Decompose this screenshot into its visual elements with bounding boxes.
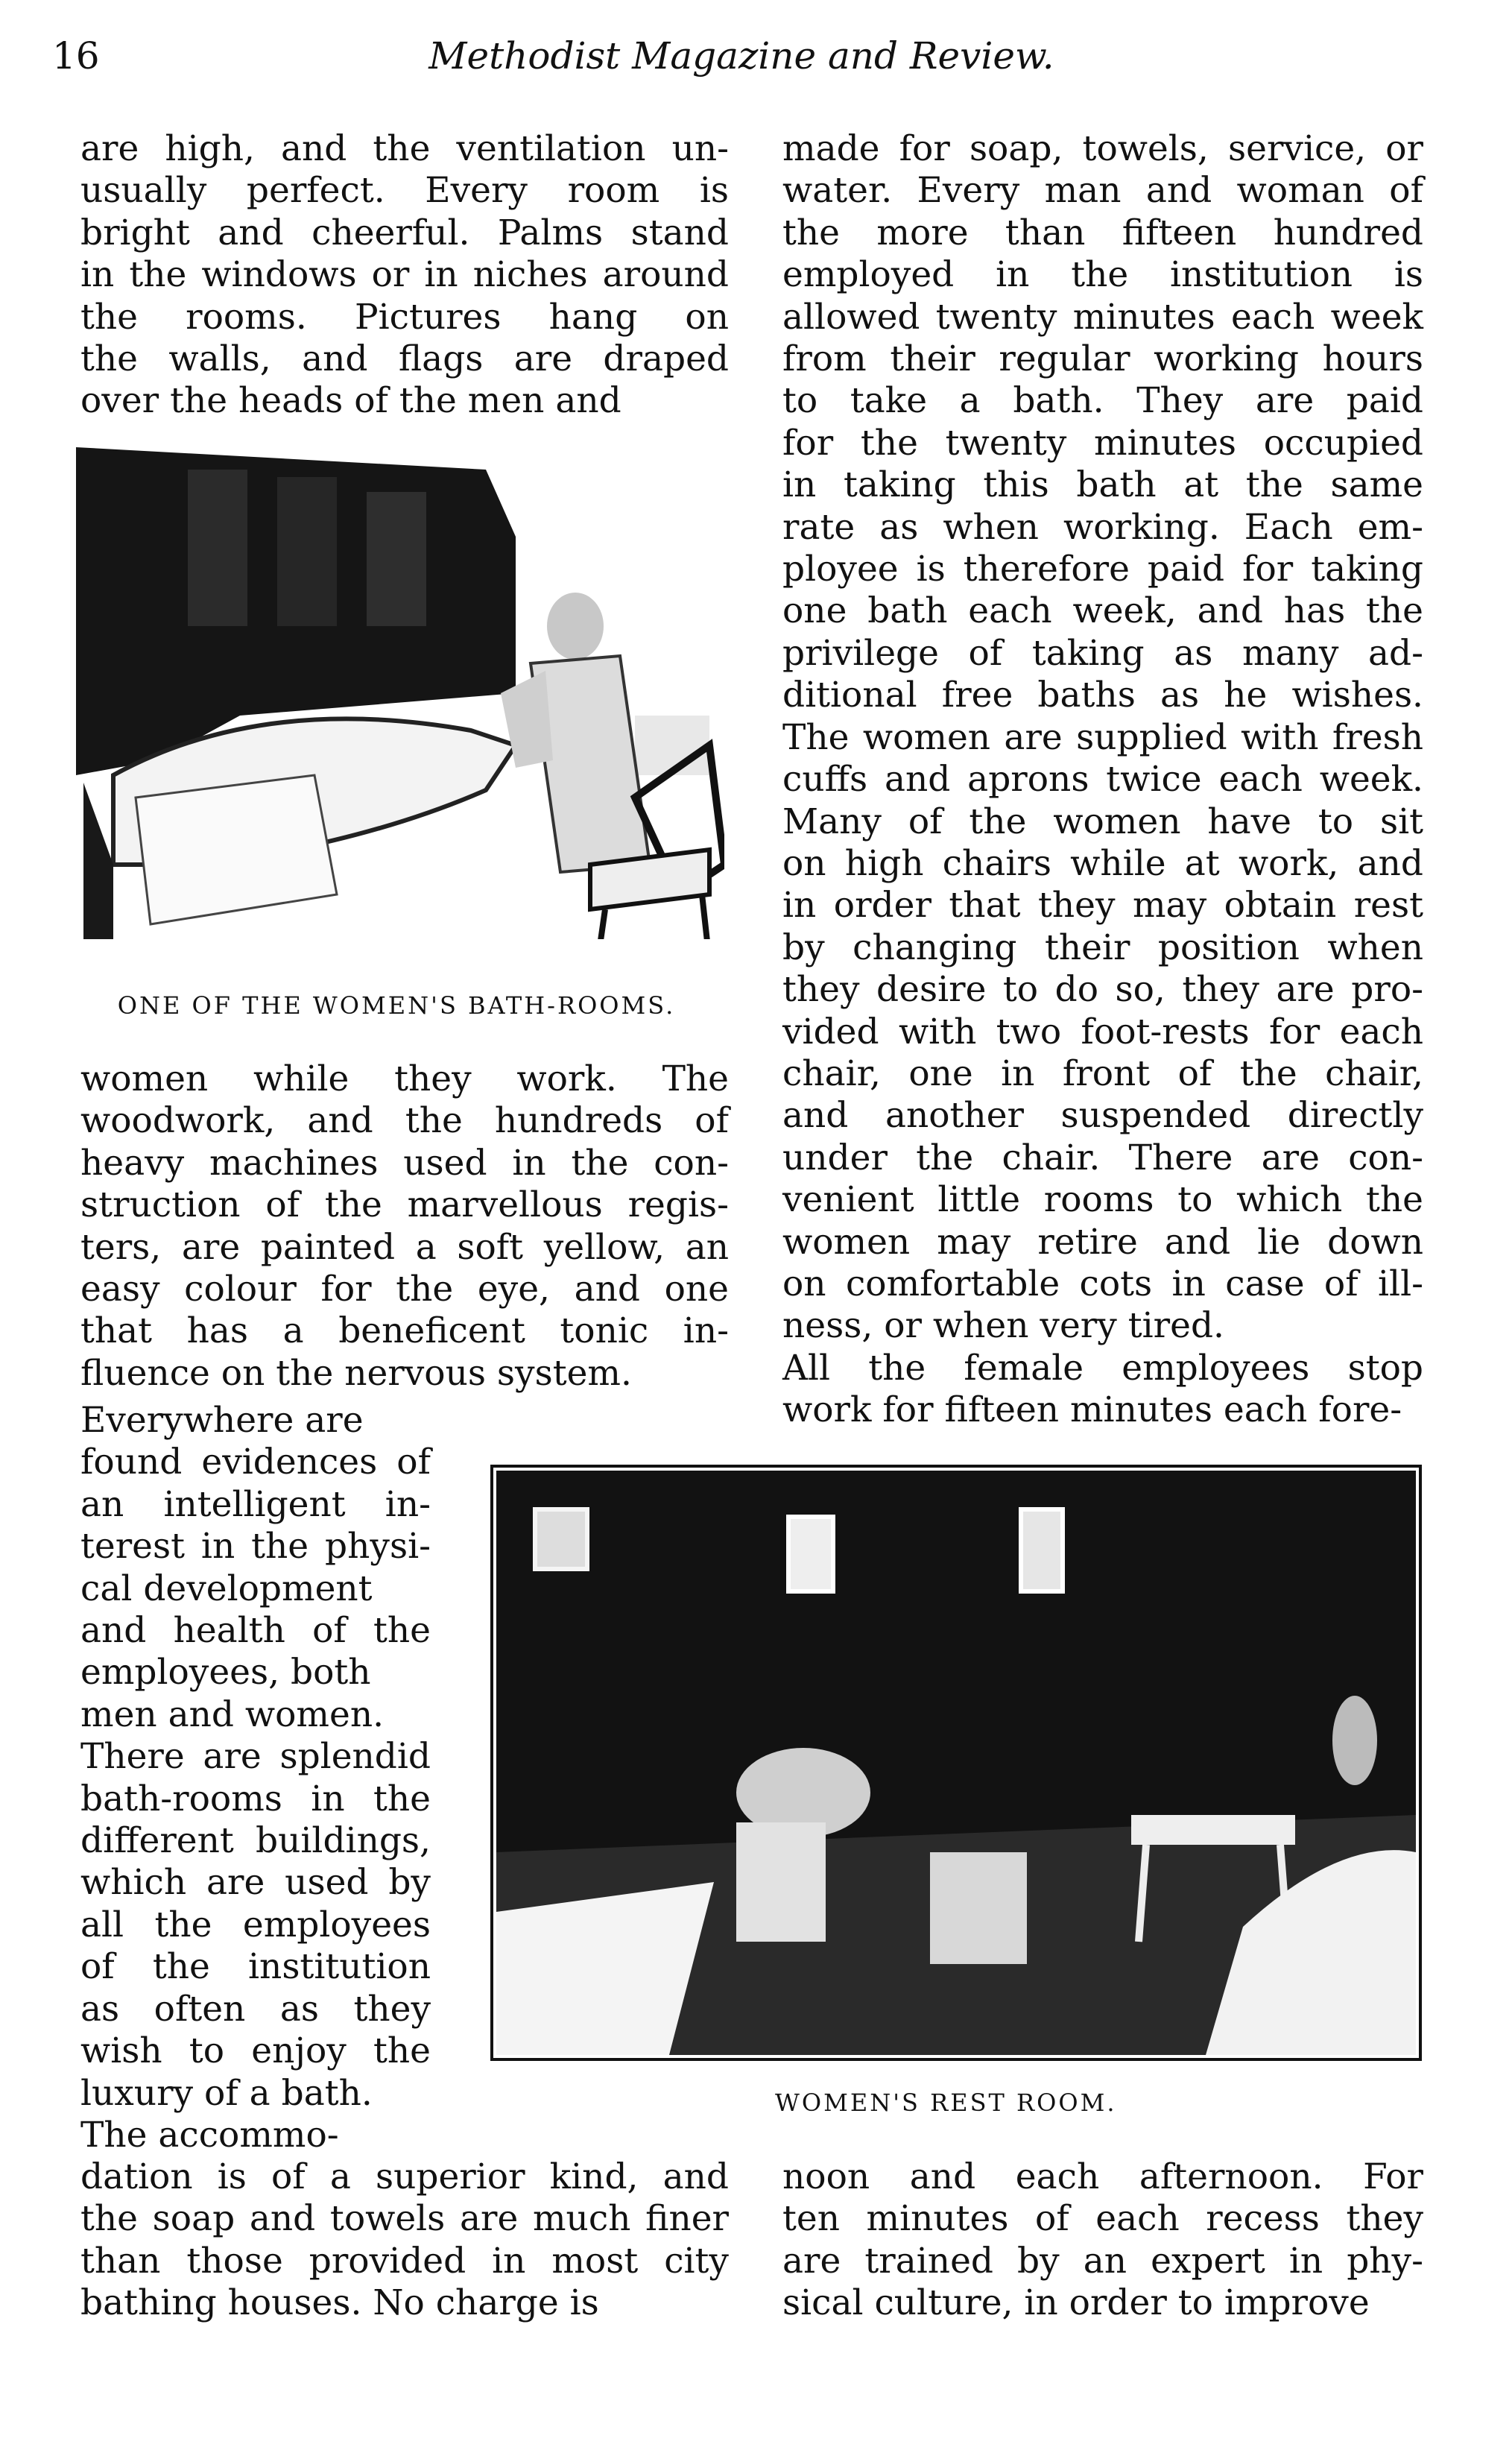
text-line: sical culture, in order to improve xyxy=(782,2282,1370,2324)
text-line: noon and each afternoon. For xyxy=(782,2156,1423,2197)
text-line: from their regular working hours xyxy=(782,338,1423,380)
text-line: vided with two foot-rests for each xyxy=(782,1011,1423,1052)
text-line: under the chair. There are con- xyxy=(782,1137,1423,1178)
text-line: rate as when working. Each em- xyxy=(782,506,1423,548)
left-column-bottom-text xyxy=(80,2156,729,2325)
text-line: terest in the physi- xyxy=(80,1526,431,1568)
text-line: in the windows or in niches around xyxy=(80,254,729,296)
text-line: allowed twenty minutes each week xyxy=(782,296,1423,338)
right-column-bottom-text xyxy=(782,2156,1423,2325)
text-line: to take a bath. They are paid xyxy=(782,380,1423,422)
text-line: bath-rooms in the xyxy=(80,1778,431,1819)
text-line: work for fifteen minutes each fore- xyxy=(782,1389,1402,1431)
text-line: that has a beneficent tonic in- xyxy=(80,1310,729,1352)
text-line: dation is of a superior kind, and xyxy=(80,2156,729,2197)
text-line: The women are supplied with fresh xyxy=(782,716,1423,758)
bath-room-caption: ONE OF THE WOMEN'S BATH-ROOMS. xyxy=(117,991,676,1020)
text-line: made for soap, towels, service, or xyxy=(782,128,1423,169)
text-line: woodwork, and the hundreds of xyxy=(80,1100,729,1142)
text-line: for the twenty minutes occupied xyxy=(782,422,1423,464)
left-column-top-text xyxy=(80,128,729,423)
text-line: than those provided in most city xyxy=(80,2240,729,2282)
text-line: easy colour for the eye, and one xyxy=(80,1269,729,1310)
text-line: on comfortable cots in case of ill- xyxy=(782,1263,1423,1304)
text-line: wish to enjoy the xyxy=(80,2030,431,2072)
text-line: bright and cheerful. Palms stand xyxy=(80,212,729,253)
text-line: bathing houses. No charge is xyxy=(80,2282,599,2324)
right-column-top-text xyxy=(782,128,1423,1432)
text-line: venient little rooms to which the xyxy=(782,1179,1423,1221)
text-line: heavy machines used in the con- xyxy=(80,1142,729,1184)
text-line: struction of the marvellous regis- xyxy=(80,1184,729,1226)
text-line: over the heads of the men and xyxy=(80,380,621,422)
text-line: one bath each week, and has the xyxy=(782,590,1423,632)
text-line: different buildings, xyxy=(80,1820,431,1862)
text-line: ters, are painted a soft yellow, an xyxy=(80,1226,729,1268)
text-line: privilege of taking as many ad- xyxy=(782,632,1423,674)
text-line: ten minutes of each recess they xyxy=(782,2198,1423,2240)
bath-room-photo xyxy=(69,447,724,962)
text-line: an intelligent in- xyxy=(80,1483,431,1525)
rest-room-photo xyxy=(490,1465,1422,2061)
text-line: fluence on the nervous system. xyxy=(80,1352,632,1394)
text-line: There are splendid xyxy=(80,1736,431,1778)
text-line: the walls, and flags are draped xyxy=(80,338,729,380)
text-line: the more than fifteen hundred xyxy=(782,212,1423,253)
text-line: luxury of a bath. xyxy=(80,2072,373,2114)
text-line: in order that they may obtain rest xyxy=(782,885,1423,926)
text-line: are trained by an expert in phy- xyxy=(782,2240,1423,2282)
left-column-middle-text xyxy=(80,1058,729,1395)
text-line: cal development xyxy=(80,1568,373,1609)
rest-room-caption: WOMEN'S REST ROOM. xyxy=(775,2089,1117,2117)
text-line: usually perfect. Every room is xyxy=(80,170,729,212)
left-column-narrow-text xyxy=(80,1400,431,2156)
text-line: as often as they xyxy=(80,1988,431,2030)
text-line: and another suspended directly xyxy=(782,1095,1423,1137)
text-line: the soap and towels are much finer xyxy=(80,2198,729,2240)
text-line: Everywhere are xyxy=(80,1400,364,1441)
text-line: All the female employees stop xyxy=(782,1347,1423,1389)
text-line: all the employees xyxy=(80,1904,431,1945)
text-line: ditional free baths as he wishes. xyxy=(782,675,1423,716)
running-header xyxy=(52,30,1431,82)
text-line: they desire to do so, they are pro- xyxy=(782,969,1423,1011)
text-line: are high, and the ventilation un- xyxy=(80,128,729,169)
text-line: the rooms. Pictures hang on xyxy=(80,296,729,338)
text-line: by changing their position when xyxy=(782,926,1423,968)
text-line: and health of the xyxy=(80,1610,431,1652)
text-line: Many of the women have to sit xyxy=(782,801,1423,842)
text-line: employed in the institution is xyxy=(782,254,1423,296)
text-line: women while they work. The xyxy=(80,1058,729,1099)
text-line: women may retire and lie down xyxy=(782,1221,1423,1263)
text-line: which are used by xyxy=(80,1862,431,1904)
journal-title: Methodist Magazine and Review. xyxy=(428,34,1054,78)
text-line: employees, both xyxy=(80,1652,371,1693)
text-line: in taking this bath at the same xyxy=(782,464,1423,506)
page-number: 16 xyxy=(52,34,100,78)
text-line: ployee is therefore paid for taking xyxy=(782,549,1423,590)
text-line: men and women. xyxy=(80,1693,385,1735)
text-line: ness, or when very tired. xyxy=(782,1305,1224,1347)
text-line: water. Every man and woman of xyxy=(782,170,1423,212)
text-line: cuffs and aprons twice each week. xyxy=(782,759,1423,801)
text-line: of the institution xyxy=(80,1946,431,1988)
text-line: The accommo- xyxy=(80,2114,339,2156)
text-line: on high chairs while at work, and xyxy=(782,842,1423,884)
text-line: found evidences of xyxy=(80,1442,431,1483)
text-line: chair, one in front of the chair, xyxy=(782,1052,1423,1094)
